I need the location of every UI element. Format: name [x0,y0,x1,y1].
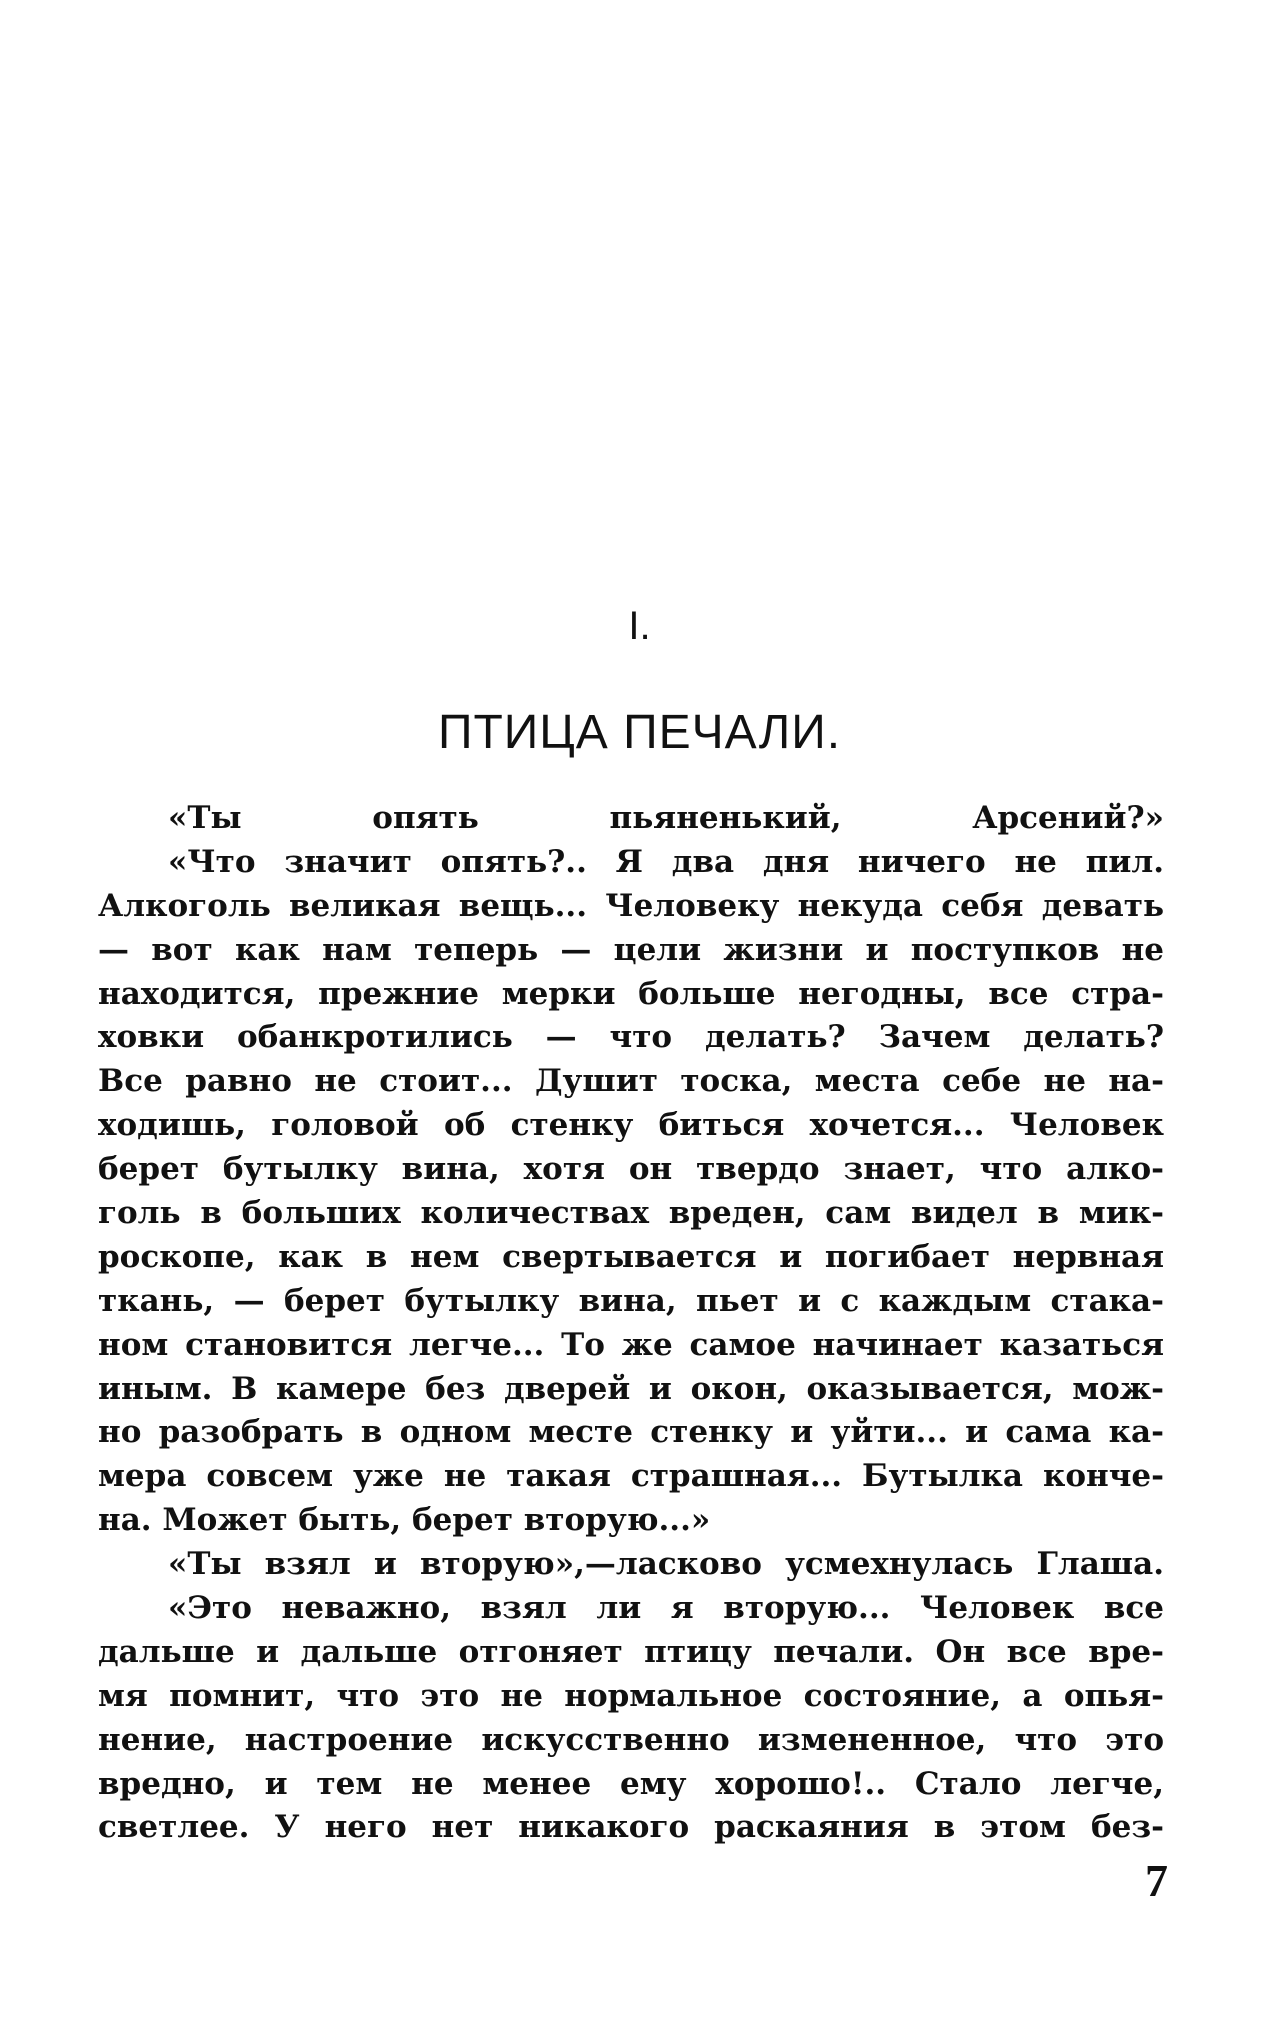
text-line: Алкоголь великая вещь... Человеку некуда себя девать [98,887,1164,924]
text-line: находится, прежние мерки больше негодны, все стра- [98,975,1164,1012]
text-line: иным. В камере без дверей и окон, оказывается, мож- [98,1370,1164,1407]
text-line: ткань, — берет бутылку вина, пьет и с каждым стака- [98,1282,1164,1319]
text-line: вредно, и тем не менее ему хорошо!.. Стало легче, [98,1765,1164,1802]
text-line: «Ты взял и вторую»,—ласково усмехнулась Глаша. [168,1546,1164,1583]
chapter-title: ПТИЦА ПЕЧАЛИ. [437,706,842,759]
page-number: 7 [1145,1855,1168,1906]
text-line: ном становится легче... То же самое начинает казаться [98,1326,1164,1363]
text-line: дальше и дальше отгоняет птицу печали. Он все вре- [98,1633,1164,1670]
text-line: «Это неважно, взял ли я вторую... Человек все [168,1590,1164,1627]
text-line: ходишь, головой об стенку биться хочется... Человек [98,1107,1164,1144]
text-line: роскопе, как в нем свертывается и погибает нервная [98,1238,1164,1275]
text-line: нение, настроение искусственно измененное, что это [98,1721,1164,1758]
text-line: мя помнит, что это не нормальное состояние, а опья- [98,1677,1164,1714]
text-line: «Ты опять пьяненький, Арсений?» [168,800,1164,836]
text-line: Все равно не стоит... Душит тоска, места себе не на- [98,1063,1164,1100]
text-line: — вот как нам теперь — цели жизни и поступков не [98,931,1164,968]
text-line: «Что значит опять?.. Я два дня ничего не пил. [168,843,1164,880]
text-line: мера совсем уже не такая страшная... Бутылка конче- [98,1458,1164,1495]
text-line: светлее. У него нет никакого раскаяния в этом без- [98,1809,1164,1846]
text-line: голь в больших количествах вреден, сам видел в мик- [98,1195,1164,1232]
text-line: ховки обанкротились — что делать? Зачем делать? [98,1019,1164,1056]
text-line: на. Может быть, берет вторую...» [98,1502,711,1539]
body-text [98,797,1164,1850]
text-line: но разобрать в одном месте стенку и уйти... и сама ка- [98,1414,1164,1451]
chapter-number: I. [628,604,651,648]
text-line: берет бутылку вина, хотя он твердо знает, что алко- [98,1151,1164,1188]
